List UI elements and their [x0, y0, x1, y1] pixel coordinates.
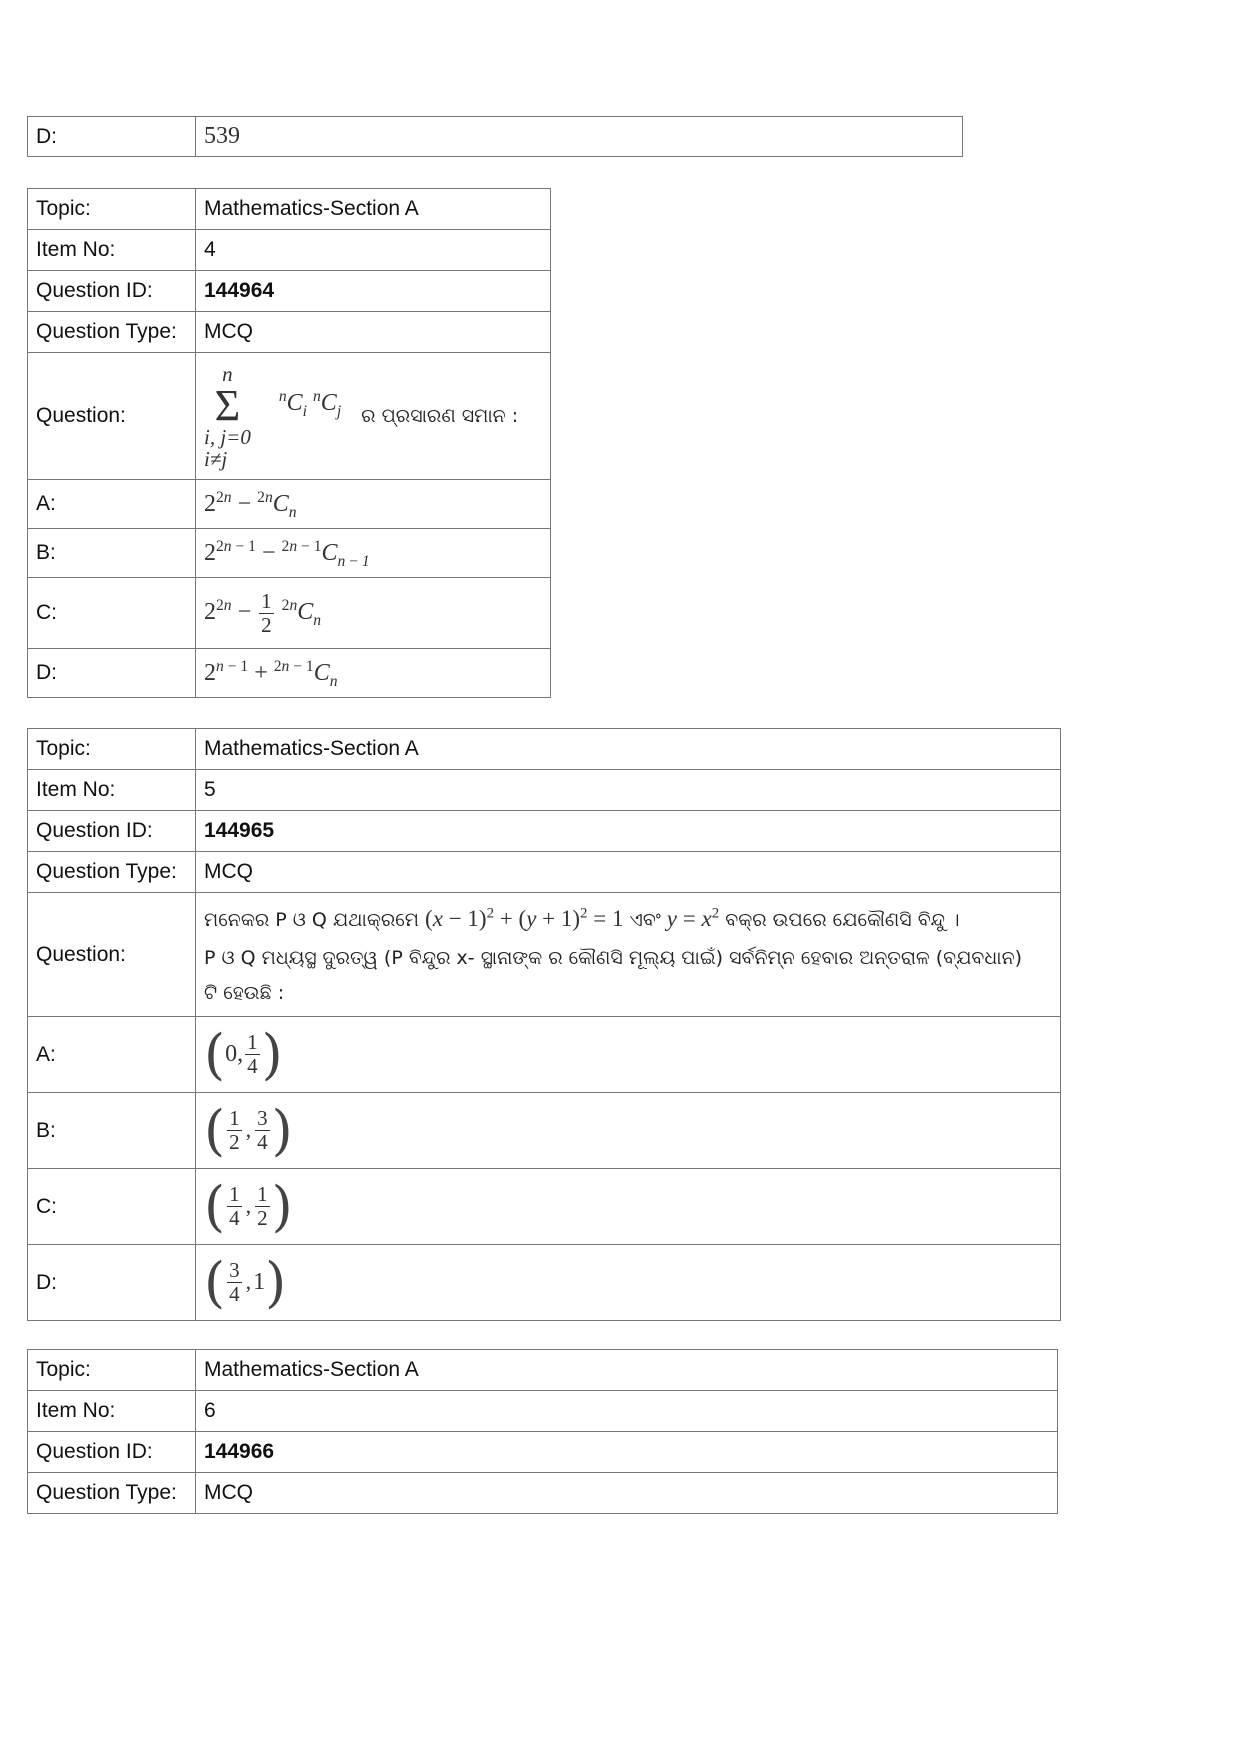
- label-question-id: Question ID:: [28, 271, 196, 312]
- topic-value: Mathematics-Section A: [196, 729, 1061, 770]
- question-table-4: [27, 188, 551, 698]
- label-question-type: Question Type:: [28, 852, 196, 893]
- item-no-value: 4: [196, 230, 551, 271]
- label-topic: Topic:: [28, 1350, 196, 1391]
- option-d-value: 539: [196, 117, 963, 157]
- question-body: n Σ i, j=0 i≠j $^nC_i$ $^nC_j$ ର ପ୍ରସାରଣ ସମାନ :: [196, 353, 551, 480]
- question-id-value: 144965: [196, 811, 1061, 852]
- option-c: $2^{2n}$ − $\frac{1}{2}$ $^{2n}C_n$: [196, 578, 551, 649]
- label-question: Question:: [28, 353, 196, 480]
- summation-expression: n Σ i, j=0 i≠j: [204, 361, 251, 472]
- label-item-no: Item No:: [28, 230, 196, 271]
- item-no-value: 6: [196, 1391, 1058, 1432]
- question-type-value: MCQ: [196, 852, 1061, 893]
- label-b: B:: [28, 529, 196, 578]
- label-b: B:: [28, 1093, 196, 1169]
- option-a: $2^{2n} - ^{2n}C_n$: [196, 480, 551, 529]
- question-id-value: 144966: [196, 1432, 1058, 1473]
- question-body: [196, 893, 1061, 1017]
- label-d: D:: [28, 1245, 196, 1321]
- question-line-3: ଟି ହେଉଛି :: [204, 981, 285, 1004]
- prev-question-table: [27, 116, 963, 157]
- topic-value: Mathematics-Section A: [196, 1350, 1058, 1391]
- question-table-6: [27, 1349, 1058, 1514]
- label-item-no: Item No:: [28, 1391, 196, 1432]
- topic-value: Mathematics-Section A: [196, 189, 551, 230]
- label-question-id: Question ID:: [28, 811, 196, 852]
- question-table-5: [27, 728, 1061, 1321]
- label-question: Question:: [28, 893, 196, 1017]
- label-topic: Topic:: [28, 189, 196, 230]
- label-d: D:: [28, 117, 196, 157]
- question-type-value: MCQ: [196, 1473, 1058, 1514]
- label-question-type: Question Type:: [28, 312, 196, 353]
- label-topic: Topic:: [28, 729, 196, 770]
- item-no-value: 5: [196, 770, 1061, 811]
- option-b: $2^{2n - 1} - ^{2n - 1}C_{n - 1}$: [196, 529, 551, 578]
- label-c: C:: [28, 1169, 196, 1245]
- option-b: ( $\frac{1}{2}$ , $\frac{3}{4}$ ): [196, 1093, 1061, 1169]
- option-a: ( 0, $\frac{1}{4}$ ): [196, 1017, 1061, 1093]
- question-type-value: MCQ: [196, 312, 551, 353]
- option-d: ( $\frac{3}{4}$ , 1 ): [196, 1245, 1061, 1321]
- label-item-no: Item No:: [28, 770, 196, 811]
- label-c: C:: [28, 578, 196, 649]
- option-c: ( $\frac{1}{4}$ , $\frac{1}{2}$ ): [196, 1169, 1061, 1245]
- question-line-1: ମନେକର P ଓ Q ଯଥାକ୍ରମେ $(x - 1)^2 + (y + 1)^2 = 1$ ଏବଂ $y = x^2$ ବକ୍ର ଉପରେ ଯେକୌଣସି ବିନ୍ଦୁ ।: [204, 905, 960, 932]
- label-a: A:: [28, 1017, 196, 1093]
- question-line-2: P ଓ Q ମଧ୍ୟସ୍ଥ ଦୁରତ୍ୱ (P ବିନ୍ଦୁର x- ସ୍ଥାନାଙ୍କ ର କୌଣସି ମୂଲ୍ୟ ପାଇଁ) ସର୍ବନିମ୍ନ ହେବାର ଅନ୍ତରାଳ (ବ୍ଯବଧାନ): [204, 946, 1023, 969]
- question-id-value: 144964: [196, 271, 551, 312]
- label-a: A:: [28, 480, 196, 529]
- label-d: D:: [28, 649, 196, 698]
- label-question-id: Question ID:: [28, 1432, 196, 1473]
- option-d: $2^{n - 1} + ^{2n - 1}C_n$: [196, 649, 551, 698]
- question-text: ର ପ୍ରସାରଣ ସମାନ :: [361, 405, 519, 428]
- label-question-type: Question Type:: [28, 1473, 196, 1514]
